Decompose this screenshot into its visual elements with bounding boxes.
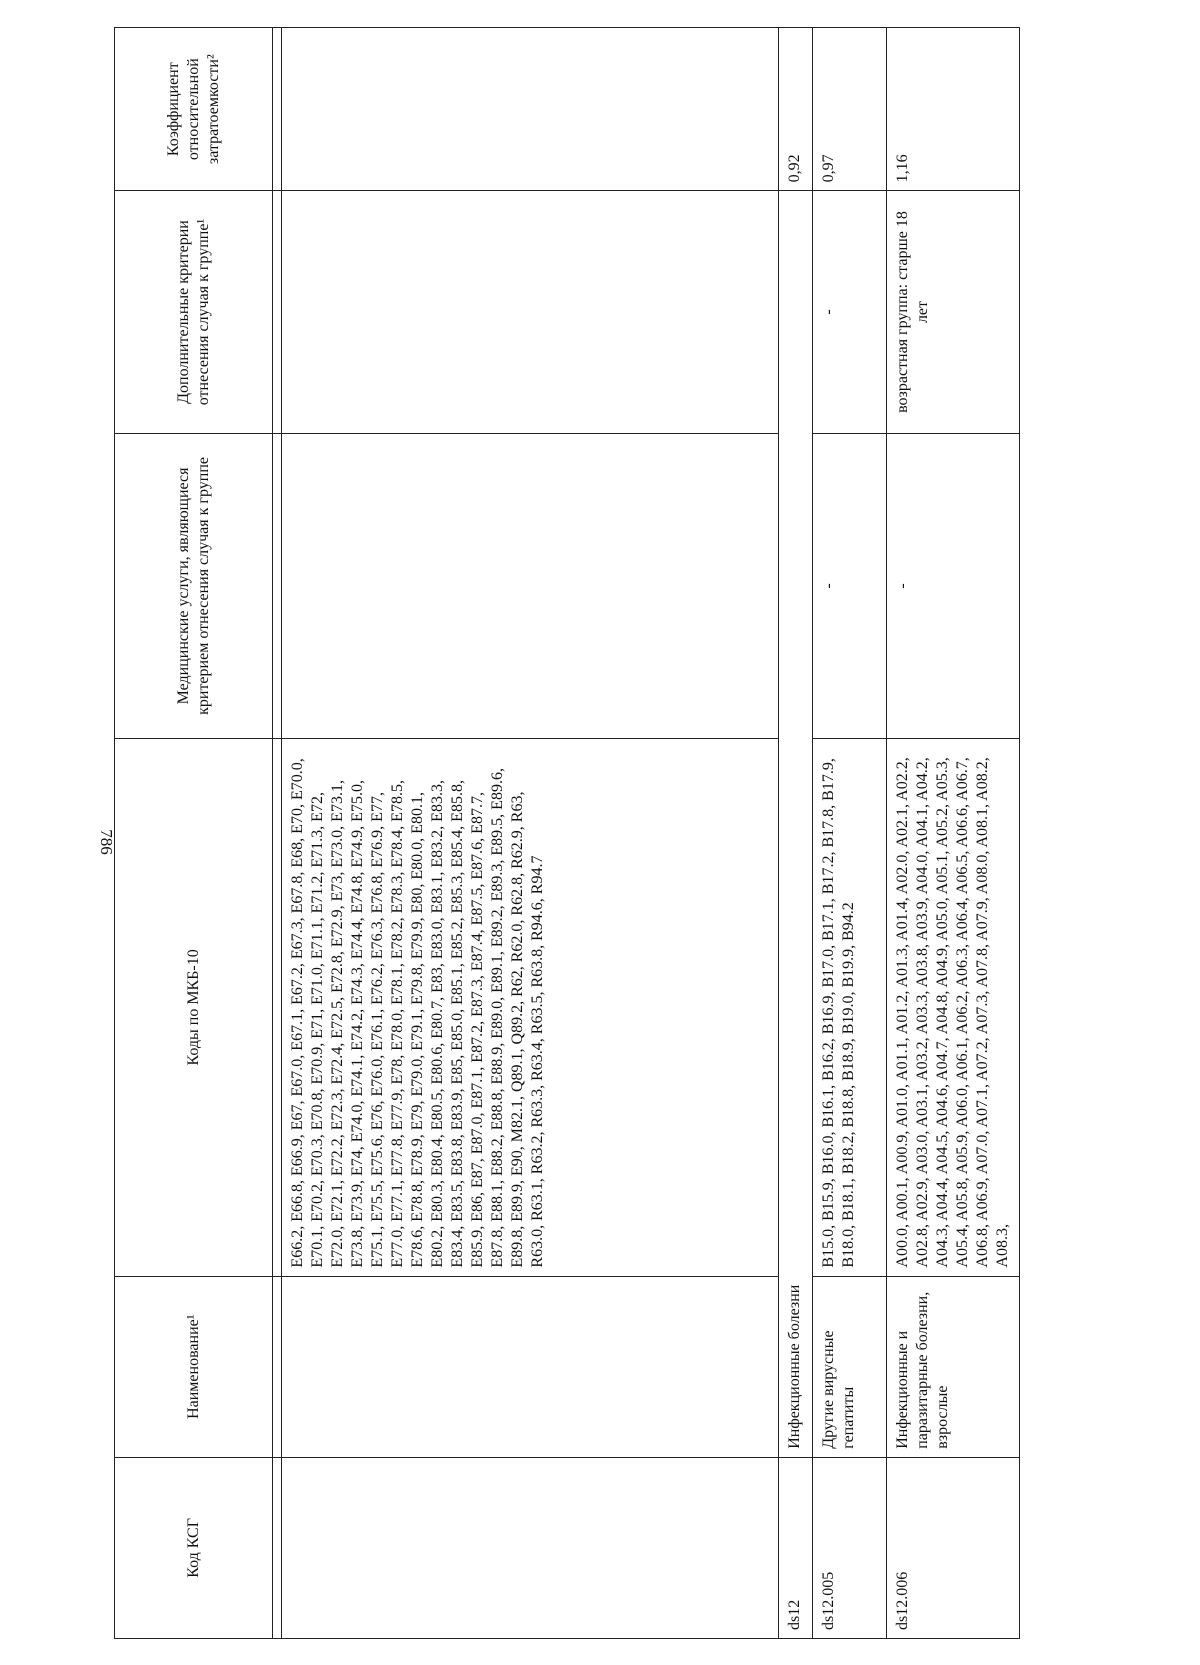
row-coef: 0,97	[813, 28, 887, 191]
continuation-code	[282, 1457, 779, 1638]
spacer-row	[273, 28, 282, 1639]
row-name: Другие вирусные гепатиты	[813, 1276, 887, 1457]
section-code: ds12	[779, 1457, 813, 1638]
header-icd: Коды по МКБ-10	[115, 739, 273, 1276]
row-services: -	[813, 433, 887, 739]
table-row	[813, 28, 887, 1639]
header-criteria: Дополнительные критерии отнесения случая к группе¹	[115, 191, 273, 433]
section-row	[779, 28, 813, 1639]
header-name: Наименование¹	[115, 1276, 273, 1457]
header-row	[115, 28, 273, 1639]
row-icd-codes: B15.0, B15.9, B16.0, B16.1, B16.2, B16.9, B17.0, B17.1, B17.2, B17.8, B17.9, B18.0, B18.1, B18.2, B18.8, B18.9, B19.0, B19.9, B94.2	[813, 739, 887, 1276]
section-name: Инфекционные болезни	[779, 191, 813, 1457]
row-coef: 1,16	[887, 28, 1020, 191]
continuation-name	[282, 1276, 779, 1457]
row-criteria: -	[813, 191, 887, 433]
page-number: 786	[97, 829, 116, 855]
continuation-icd-codes: E66.2, E66.8, E66.9, E67, E67.0, E67.1, E67.2, E67.3, E67.8, E68, E70, E70.0, E70.1, E70.2, E70.3, E70.8, E70.9, E71, E71.0, E71.1, E71.2, E71.3, E72, E72.0, E72.1, E72.2, E72.3, E72.4, E72.5, E72.8, E72.9, E73, E73.0, E73.1, E73.8, E73.9, E74, E74.0, E74.1, E74.2, E74.3, E74.4, E74.8, E74.9, E75.0, E75.1, E75.5, E75.6, E76, E76.0, E76.1, E76.2, E76.3, E76.8, E76.9, E77, E77.0, E77.1, E77.8, E77.9, E78, E78.0, E78.1, E78.2, E78.3, E78.4, E78.5, E78.6, E78.8, E78.9, E79, E79.0, E79.1, E79.8, E79.9, E80, E80.0, E80.1, E80.2, E80.3, E80.4, E80.5, E80.6, E80.7, E83, E83.0, E83.1, E83.2, E83.3, E83.4, E83.5, E83.8, E83.9, E85, E85.0, E85.1, E85.2, E85.3, E85.4, E85.8, E85.9, E86, E87, E87.0, E87.1, E87.2, E87.3, E87.4, E87.5, E87.6, E87.7, E87.8, E88.1, E88.2, E88.8, E88.9, E89.0, E89.1, E89.2, E89.3, E89.5, E89.6, E89.8, E89.9, E90, M82.1, Q89.1, Q89.2, R62, R62.0, R62.8, R62.9, R63, R63.0, R63.1, R63.2, R63.3, R63.4, R63.5, R63.8, R94.6, R94.7	[282, 739, 779, 1276]
header-services: Медицинские услуги, являющиеся критерием отнесения случая к группе	[115, 433, 273, 739]
row-icd-codes: A00.0, A00.1, A00.9, A01.0, A01.1, A01.2, A01.3, A01.4, A02.0, A02.1, A02.2, A02.8, A02.9, A03.0, A03.1, A03.2, A03.3, A03.8, A03.9, A04.0, A04.1, A04.2, A04.3, A04.4, A04.5, A04.6, A04.7, A04.8, A04.9, A05.0, A05.1, A05.2, A05.3, A05.4, A05.8, A05.9, A06.0, A06.1, A06.2, A06.3, A06.4, A06.5, A06.6, A06.7, A06.8, A06.9, A07.0, A07.1, A07.2, A07.3, A07.8, A07.9, A08.0, A08.1, A08.2, A08.3,	[887, 739, 1020, 1276]
header-code: Код КСГ	[115, 1457, 273, 1638]
row-services: -	[887, 433, 1020, 739]
continuation-criteria	[282, 191, 779, 433]
continuation-row	[282, 28, 779, 1639]
continuation-services	[282, 433, 779, 739]
row-name: Инфекционные и паразитарные болезни, взрослые	[887, 1276, 1020, 1457]
row-code: ds12.006	[887, 1457, 1020, 1638]
rotated-page	[114, 27, 1059, 1639]
section-coef: 0,92	[779, 28, 813, 191]
ksg-table	[114, 27, 1020, 1639]
table-row	[887, 28, 1020, 1639]
row-criteria: возрастная группа: старше 18 лет	[887, 191, 1020, 433]
row-code: ds12.005	[813, 1457, 887, 1638]
header-coef: Коэффициент относительной затратоемкости²	[115, 28, 273, 191]
continuation-coef	[282, 28, 779, 191]
